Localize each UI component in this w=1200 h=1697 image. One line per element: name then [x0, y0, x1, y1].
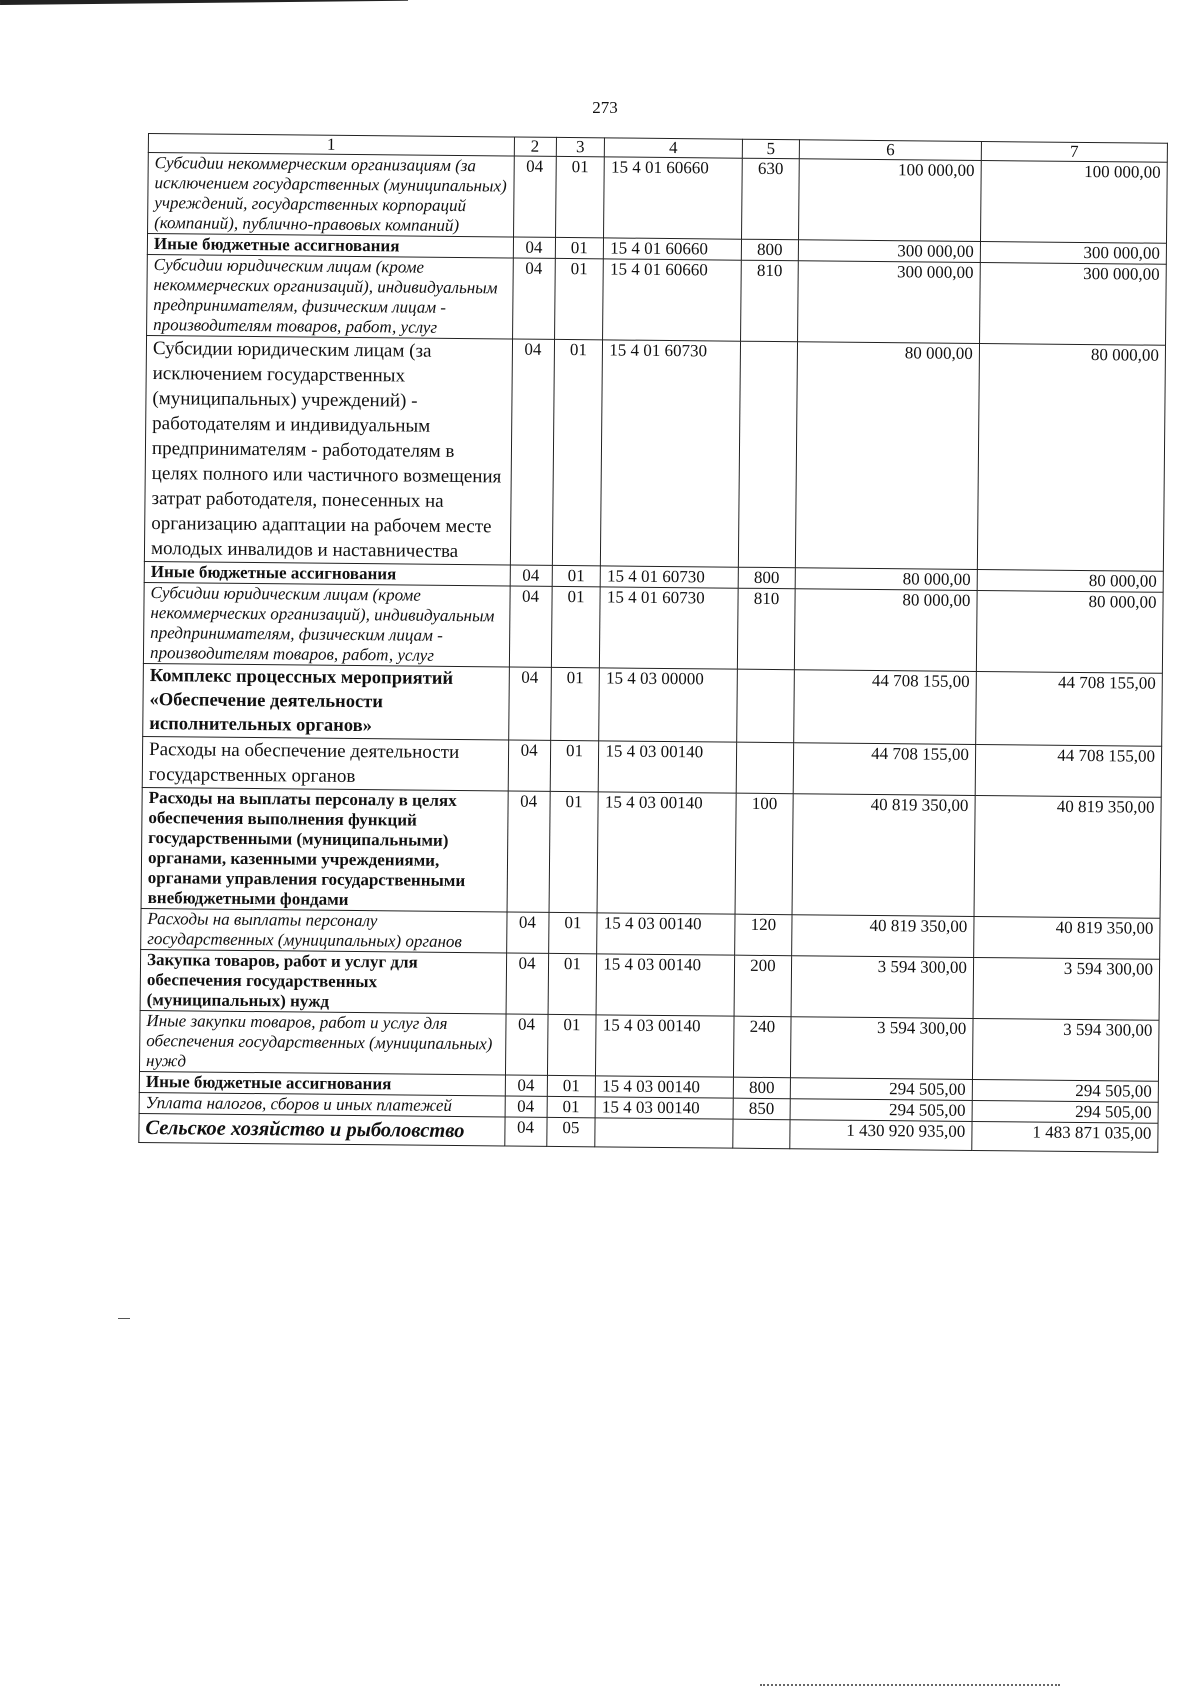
target-article-cell — [595, 1118, 733, 1148]
expense-name-cell: Иные бюджетные ассигнования — [139, 1071, 505, 1096]
amount-year2-cell: 3 594 300,00 — [972, 1018, 1159, 1081]
expense-name-cell: Субсидии некоммерческим организациям (за исключением государственных (муниципальных) учреждений, государственных корпораций (компаний), публично-правовых компаний) — [148, 153, 514, 238]
subsection-code-cell: 01 — [550, 667, 599, 740]
expense-type-cell: 800 — [741, 239, 799, 261]
target-article-cell: 15 4 01 60730 — [600, 566, 738, 588]
expense-type-cell: 100 — [735, 793, 794, 915]
column-header: 1 — [148, 134, 514, 157]
subsection-code-cell: 01 — [547, 1096, 596, 1117]
section-code-cell: 04 — [508, 667, 551, 740]
target-article-cell: 15 4 01 60660 — [604, 157, 742, 239]
column-header: 3 — [556, 137, 605, 156]
expense-type-cell: 800 — [738, 567, 796, 589]
expense-name-cell: Иные закупки товаров, работ и услуг для обеспечения государственных (муниципальных) нужд — [139, 1010, 505, 1075]
expense-type-cell: 850 — [733, 1098, 791, 1120]
amount-year1-cell: 300 000,00 — [799, 240, 981, 263]
table-row — [143, 582, 1163, 673]
amount-year1-cell: 100 000,00 — [799, 159, 981, 242]
column-header: 7 — [981, 141, 1167, 162]
expense-name-cell: Субсидии юридическим лицам (кроме некоммерческих организаций), индивидуальным предпринимателям, физическим лицам - производителям товаров, работ, услуг — [143, 582, 509, 667]
target-article-cell: 15 4 03 00000 — [599, 668, 737, 742]
target-article-cell: 15 4 03 00140 — [596, 954, 734, 1016]
expense-name-cell: Субсидии юридическим лицам (кроме некоммерческих организаций), индивидуальным предпринимателям, физическим лицам - производителям товаров, работ, услуг — [147, 254, 513, 339]
table-row — [147, 254, 1167, 345]
amount-year1-cell: 80 000,00 — [795, 568, 977, 591]
expense-name-cell: Сельское хозяйство и рыболовство — [139, 1113, 505, 1146]
budget-table — [138, 133, 1168, 1153]
target-article-cell: 15 4 03 00140 — [596, 1076, 734, 1098]
section-code-cell: 04 — [513, 237, 555, 258]
column-header: 6 — [800, 140, 982, 161]
amount-year2-cell: 40 819 350,00 — [973, 916, 1160, 959]
column-header: 4 — [605, 138, 743, 158]
expense-type-cell: 240 — [733, 1016, 791, 1078]
page-number: 273 — [592, 98, 618, 117]
expense-name-cell: Иные бюджетные ассигнования — [144, 561, 510, 586]
subsection-code-cell: 01 — [547, 1014, 596, 1075]
margin-mark — [118, 1318, 130, 1319]
expense-type-cell: 630 — [741, 158, 799, 240]
table-row — [144, 335, 1165, 571]
amount-year2-cell: 300 000,00 — [980, 241, 1166, 264]
scan-edge-mark — [0, 0, 408, 5]
amount-year1-cell: 294 505,00 — [790, 1078, 972, 1101]
amount-year1-cell: 3 594 300,00 — [791, 956, 973, 1019]
amount-year2-cell: 294 505,00 — [972, 1079, 1158, 1102]
section-code-cell: 04 — [505, 1014, 548, 1075]
section-code-cell: 04 — [506, 953, 549, 1014]
section-code-cell: 04 — [504, 1117, 546, 1146]
amount-year2-cell: 3 594 300,00 — [973, 957, 1160, 1020]
table-body — [139, 153, 1167, 1153]
subsection-code-cell: 01 — [552, 339, 603, 565]
expense-type-cell — [736, 742, 794, 794]
table-row — [139, 1010, 1159, 1081]
subsection-code-cell: 01 — [550, 740, 599, 791]
section-code-cell: 04 — [509, 586, 552, 667]
expense-name-cell: Уплата налогов, сборов и иных платежей — [139, 1092, 505, 1117]
section-code-cell: 04 — [505, 1096, 547, 1117]
amount-year2-cell: 80 000,00 — [977, 343, 1165, 571]
table-row — [143, 663, 1163, 746]
target-article-cell: 15 4 03 00140 — [595, 1097, 733, 1119]
column-header: 2 — [514, 137, 556, 156]
amount-year2-cell: 100 000,00 — [980, 160, 1167, 243]
expense-name-cell: Расходы на выплаты персоналу в целях обеспечения выполнения функций государственными (муниципальными) органами, казенными учреждениями, органами управления государственными внебюджетными фондами — [141, 787, 508, 912]
amount-year1-cell: 80 000,00 — [795, 589, 977, 672]
subsection-code-cell: 01 — [548, 953, 597, 1014]
expense-type-cell: 810 — [737, 588, 795, 670]
amount-year1-cell: 80 000,00 — [796, 342, 980, 570]
amount-year1-cell: 44 708 155,00 — [794, 670, 976, 745]
target-article-cell: 15 4 03 00140 — [596, 1015, 734, 1077]
section-code-cell: 04 — [512, 258, 555, 339]
amount-year2-cell: 44 708 155,00 — [975, 744, 1162, 797]
expense-type-cell: 200 — [734, 955, 792, 1017]
amount-year1-cell: 40 819 350,00 — [792, 794, 975, 917]
target-article-cell: 15 4 03 00140 — [599, 741, 737, 793]
target-article-cell: 15 4 01 60730 — [601, 340, 740, 567]
section-code-cell: 04 — [505, 1075, 547, 1096]
target-article-cell: 15 4 01 60660 — [603, 259, 741, 341]
amount-year1-cell: 1 430 920 935,00 — [790, 1120, 972, 1151]
expense-type-cell: 800 — [733, 1077, 791, 1099]
amount-year1-cell: 294 505,00 — [790, 1099, 972, 1122]
amount-year1-cell: 44 708 155,00 — [793, 743, 975, 796]
subsection-code-cell: 01 — [551, 586, 601, 667]
expense-type-cell — [732, 1119, 790, 1149]
expense-type-cell: 810 — [740, 260, 798, 342]
subsection-code-cell: 01 — [548, 912, 597, 953]
section-code-cell: 04 — [507, 791, 550, 912]
table-row — [140, 949, 1160, 1020]
expense-type-cell — [738, 341, 798, 568]
expense-name-cell: Комплекс процессных мероприятий «Обеспечение деятельности исполнительных органов» — [143, 663, 509, 740]
subsection-code-cell: 01 — [547, 1075, 596, 1096]
subsection-code-cell: 05 — [546, 1117, 595, 1146]
target-article-cell: 15 4 03 00140 — [597, 792, 735, 914]
expense-name-cell: Иные бюджетные ассигнования — [147, 234, 513, 259]
amount-year2-cell: 1 483 871 035,00 — [972, 1121, 1158, 1152]
amount-year2-cell: 80 000,00 — [976, 590, 1163, 673]
subsection-code-cell: 01 — [555, 237, 604, 258]
target-article-cell: 15 4 01 60730 — [600, 587, 738, 669]
section-code-cell: 04 — [510, 339, 554, 565]
expense-type-cell: 120 — [734, 914, 792, 956]
subsection-code-cell: 01 — [554, 258, 604, 339]
amount-year2-cell: 80 000,00 — [977, 569, 1163, 592]
table-row — [148, 153, 1168, 244]
scan-noise — [760, 1684, 1060, 1688]
expense-name-cell: Субсидии юридическим лицам (за исключением государственных (муниципальных) учреждений) - работодателям и индивидуальным предпринимателям - работодателям в целях полного или частичного возмещения затрат работодателя, понесенных на организацию адаптации на рабочем месте молодых инвалидов и наставничества — [144, 335, 512, 564]
target-article-cell: 15 4 01 60660 — [604, 238, 742, 260]
target-article-cell: 15 4 03 00140 — [597, 913, 735, 955]
expense-name-cell: Закупка товаров, работ и услуг для обеспечения государственных (муниципальных) нужд — [140, 949, 506, 1014]
amount-year1-cell: 300 000,00 — [798, 261, 980, 344]
subsection-code-cell: 01 — [555, 156, 605, 237]
subsection-code-cell: 01 — [552, 565, 601, 586]
amount-year2-cell: 294 505,00 — [972, 1100, 1158, 1123]
section-code-cell: 04 — [508, 740, 551, 791]
subsection-code-cell: 01 — [549, 791, 599, 912]
column-header: 5 — [742, 139, 800, 159]
section-code-cell: 04 — [513, 156, 556, 237]
section-code-cell: 04 — [510, 565, 552, 586]
expense-name-cell: Расходы на обеспечение деятельности государственных органов — [142, 736, 508, 791]
amount-year2-cell: 300 000,00 — [979, 262, 1166, 345]
expense-type-cell — [736, 669, 794, 743]
table-row — [142, 736, 1161, 797]
table-row — [141, 787, 1161, 918]
section-code-cell: 04 — [506, 912, 548, 953]
amount-year1-cell: 40 819 350,00 — [792, 915, 974, 958]
expense-name-cell: Расходы на выплаты персоналу государственных (муниципальных) органов — [141, 908, 507, 953]
amount-year2-cell: 40 819 350,00 — [974, 795, 1161, 918]
amount-year2-cell: 44 708 155,00 — [976, 671, 1163, 746]
amount-year1-cell: 3 594 300,00 — [791, 1017, 973, 1080]
